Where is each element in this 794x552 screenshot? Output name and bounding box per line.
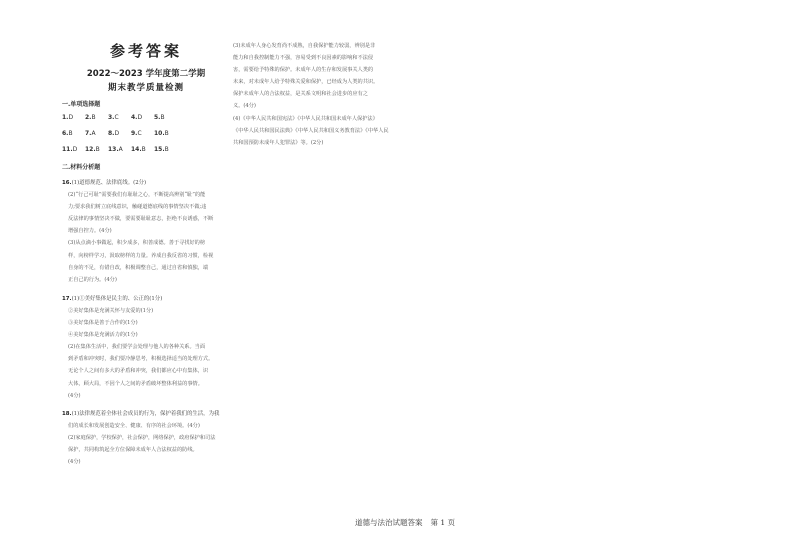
mc-answer-letter: B	[68, 130, 73, 137]
answer-line: 共和国预防未成年人犯罪法》等。(2分)	[233, 139, 324, 146]
mc-answer-letter: B	[160, 114, 165, 121]
answer-line: (4分)	[68, 459, 81, 466]
mc-question-number: 4.	[131, 114, 138, 121]
answer-line: (3)未成年人身心发育尚不成熟，自我保护能力较弱，辨别是非	[233, 43, 376, 49]
mc-answer-item	[108, 130, 131, 137]
mc-answer-row	[62, 146, 230, 153]
answer-line: 《中华人民共和国民法典》《中华人民共和国义务教育法》《中华人民	[233, 127, 389, 134]
mc-answer-item	[154, 114, 177, 121]
answer-line: 保护，共同构筑起全方位保障未成年人合法权益的防线。	[68, 446, 198, 453]
footer-subject: 道德与法治试题答案	[355, 518, 423, 527]
answer-line: (4分)	[68, 392, 81, 399]
section-2-title: 二.材料分析题	[62, 164, 101, 171]
mc-answer-letter: D	[137, 114, 143, 121]
answer-line: ②美好集体是充满关怀与友爱的(1分)	[68, 307, 154, 314]
answer-line: 样，向榜样学习，汲取榜样的力量。养成自我反省的习惯，检视	[68, 252, 214, 259]
answer-line: ③美好集体是善于合作的(1分)	[68, 320, 138, 327]
mc-answer-item	[131, 130, 154, 137]
answer-line: 义。(4分)	[233, 103, 256, 110]
answer-line: 增强自控力。(4分)	[68, 228, 112, 235]
mc-question-number: 9.	[131, 130, 138, 137]
answer-line: (4)《中华人民共和国宪法》《中华人民共和国未成年人保护法》	[233, 115, 378, 122]
page-footer	[355, 517, 463, 528]
mc-answer-letter: D	[68, 114, 74, 121]
mc-answer-item	[62, 130, 85, 137]
mc-answer-item	[85, 130, 108, 137]
section-1-title: 一.单项选择题	[62, 101, 101, 108]
mc-question-number: 6.	[62, 130, 69, 137]
answer-line: 到矛盾和冲突时，我们要冷静思考，积极选择适当的处理方式。	[68, 356, 214, 363]
mc-question-number: 2.	[85, 114, 92, 121]
mc-answer-item	[108, 114, 131, 121]
mc-answer-item	[131, 146, 154, 153]
mc-answer-item	[62, 146, 85, 153]
question-17	[62, 293, 230, 402]
page-title: 参考答案	[109, 42, 182, 60]
answer-line: 力;要求我们树立底线意识，触碰道德底线的事情坚决不做;违	[68, 204, 207, 211]
answer-line: 正自己的行为。(4分)	[68, 276, 117, 283]
mc-answer-row	[62, 130, 230, 137]
mc-answer-item	[85, 146, 108, 153]
mc-question-number: 1.	[62, 114, 69, 121]
exam-name-line: 期末教学质量检测	[107, 83, 184, 93]
mc-answer-item	[62, 114, 85, 121]
answer-line: 自身的不足，有错自改，积极调整自己，通过自省和慎独，端	[68, 264, 209, 271]
answer-line: 们的成长和发展创造安全、健康、有序的社会环境。(4分)	[68, 422, 200, 429]
question-18	[62, 408, 230, 468]
answer-line: 反法律的事情坚决不做，要需要耻耻意志，拒绝不良诱惑，不断	[68, 216, 214, 223]
mc-answer-letter: A	[91, 130, 96, 137]
question-number: 17.	[62, 295, 72, 302]
answer-line: (2)“行己可耻”需要我们有耻耻之心，不断提高辨别“耻”的能	[68, 192, 206, 199]
question-head-text: (1)①美好集体是民主的、公正的(1分)	[71, 295, 163, 302]
mc-answer-letter: A	[118, 146, 123, 153]
question-head-text: (1)法律规范着全体社会成员的行为，保护着我们的生活，为我	[71, 410, 220, 417]
mc-answer-letter: B	[164, 146, 169, 153]
question-head	[62, 177, 230, 189]
answer-line: (2)家庭保护，学校保护，社会保护，网络保护，政府保护和司法	[68, 434, 216, 441]
question-16	[62, 177, 230, 286]
mc-answer-letter: D	[114, 130, 120, 137]
mc-question-number: 14.	[131, 146, 142, 153]
mc-answer-row	[62, 114, 230, 121]
school-year-line: 2022～2023 学年度第二学期	[86, 69, 206, 79]
mc-answer-letter: B	[141, 146, 146, 153]
mc-answer-letter: B	[95, 146, 100, 153]
answer-line: 大体，顾大局，不因个人之间的矛盾破坏整体利益的事情。	[68, 380, 203, 387]
mc-question-number: 11.	[62, 146, 73, 153]
mc-question-number: 8.	[108, 130, 115, 137]
multiple-choice-answers	[62, 114, 230, 153]
answer-line: 无论个人之间有多大的矛盾和冲突，我们都应心中有集体，识	[68, 368, 209, 375]
footer-page-number: 第 1 页	[430, 518, 456, 527]
answer-line: 保护未成年人的合法权益，是关系文明和社会进步的应有之	[233, 91, 368, 98]
answer-line: ④美好集体是充满活力的(1分)	[68, 332, 138, 339]
question-number: 16.	[62, 180, 72, 186]
mc-question-number: 3.	[108, 114, 115, 121]
mc-answer-letter: B	[164, 130, 169, 137]
mc-answer-item	[85, 114, 108, 121]
mc-answer-letter: B	[91, 114, 96, 121]
mc-answer-item	[154, 146, 177, 153]
answer-line: 未来，对未成年人给予特殊关爱和保护，已经成为人类的共识。	[233, 79, 379, 86]
right-column	[233, 40, 413, 149]
mc-answer-item	[108, 146, 131, 153]
mc-answer-item	[131, 114, 154, 121]
answer-line: 害，需要给予特殊的保护。未成年人的生存和发展事关人类的	[233, 67, 374, 74]
mc-question-number: 12.	[85, 146, 96, 153]
question-number: 18.	[62, 410, 72, 417]
mc-answer-letter: D	[72, 146, 78, 153]
answer-line: (3)从点滴小事做起，积少成多，积善成德。善于寻找好的榜	[68, 240, 206, 247]
mc-answer-letter: C	[137, 130, 142, 137]
mc-answer-item	[154, 130, 177, 137]
answer-line: 能力和自我控制能力不强，容易受到不良因素的影响和不法侵	[233, 55, 374, 62]
question-head	[62, 293, 230, 305]
answer-line: (2)在集体生活中，我们要学会处理与他人的各种关系。当面	[68, 344, 206, 351]
mc-question-number: 10.	[154, 130, 165, 137]
mc-question-number: 5.	[154, 114, 161, 121]
mc-answer-letter: C	[114, 114, 119, 121]
mc-question-number: 7.	[85, 130, 92, 137]
mc-question-number: 15.	[154, 146, 165, 153]
question-head-text: (1)道德规范、法律底线。(2分)	[71, 180, 147, 186]
mc-question-number: 13.	[108, 146, 119, 153]
left-column	[62, 40, 230, 468]
question-head	[62, 408, 230, 420]
